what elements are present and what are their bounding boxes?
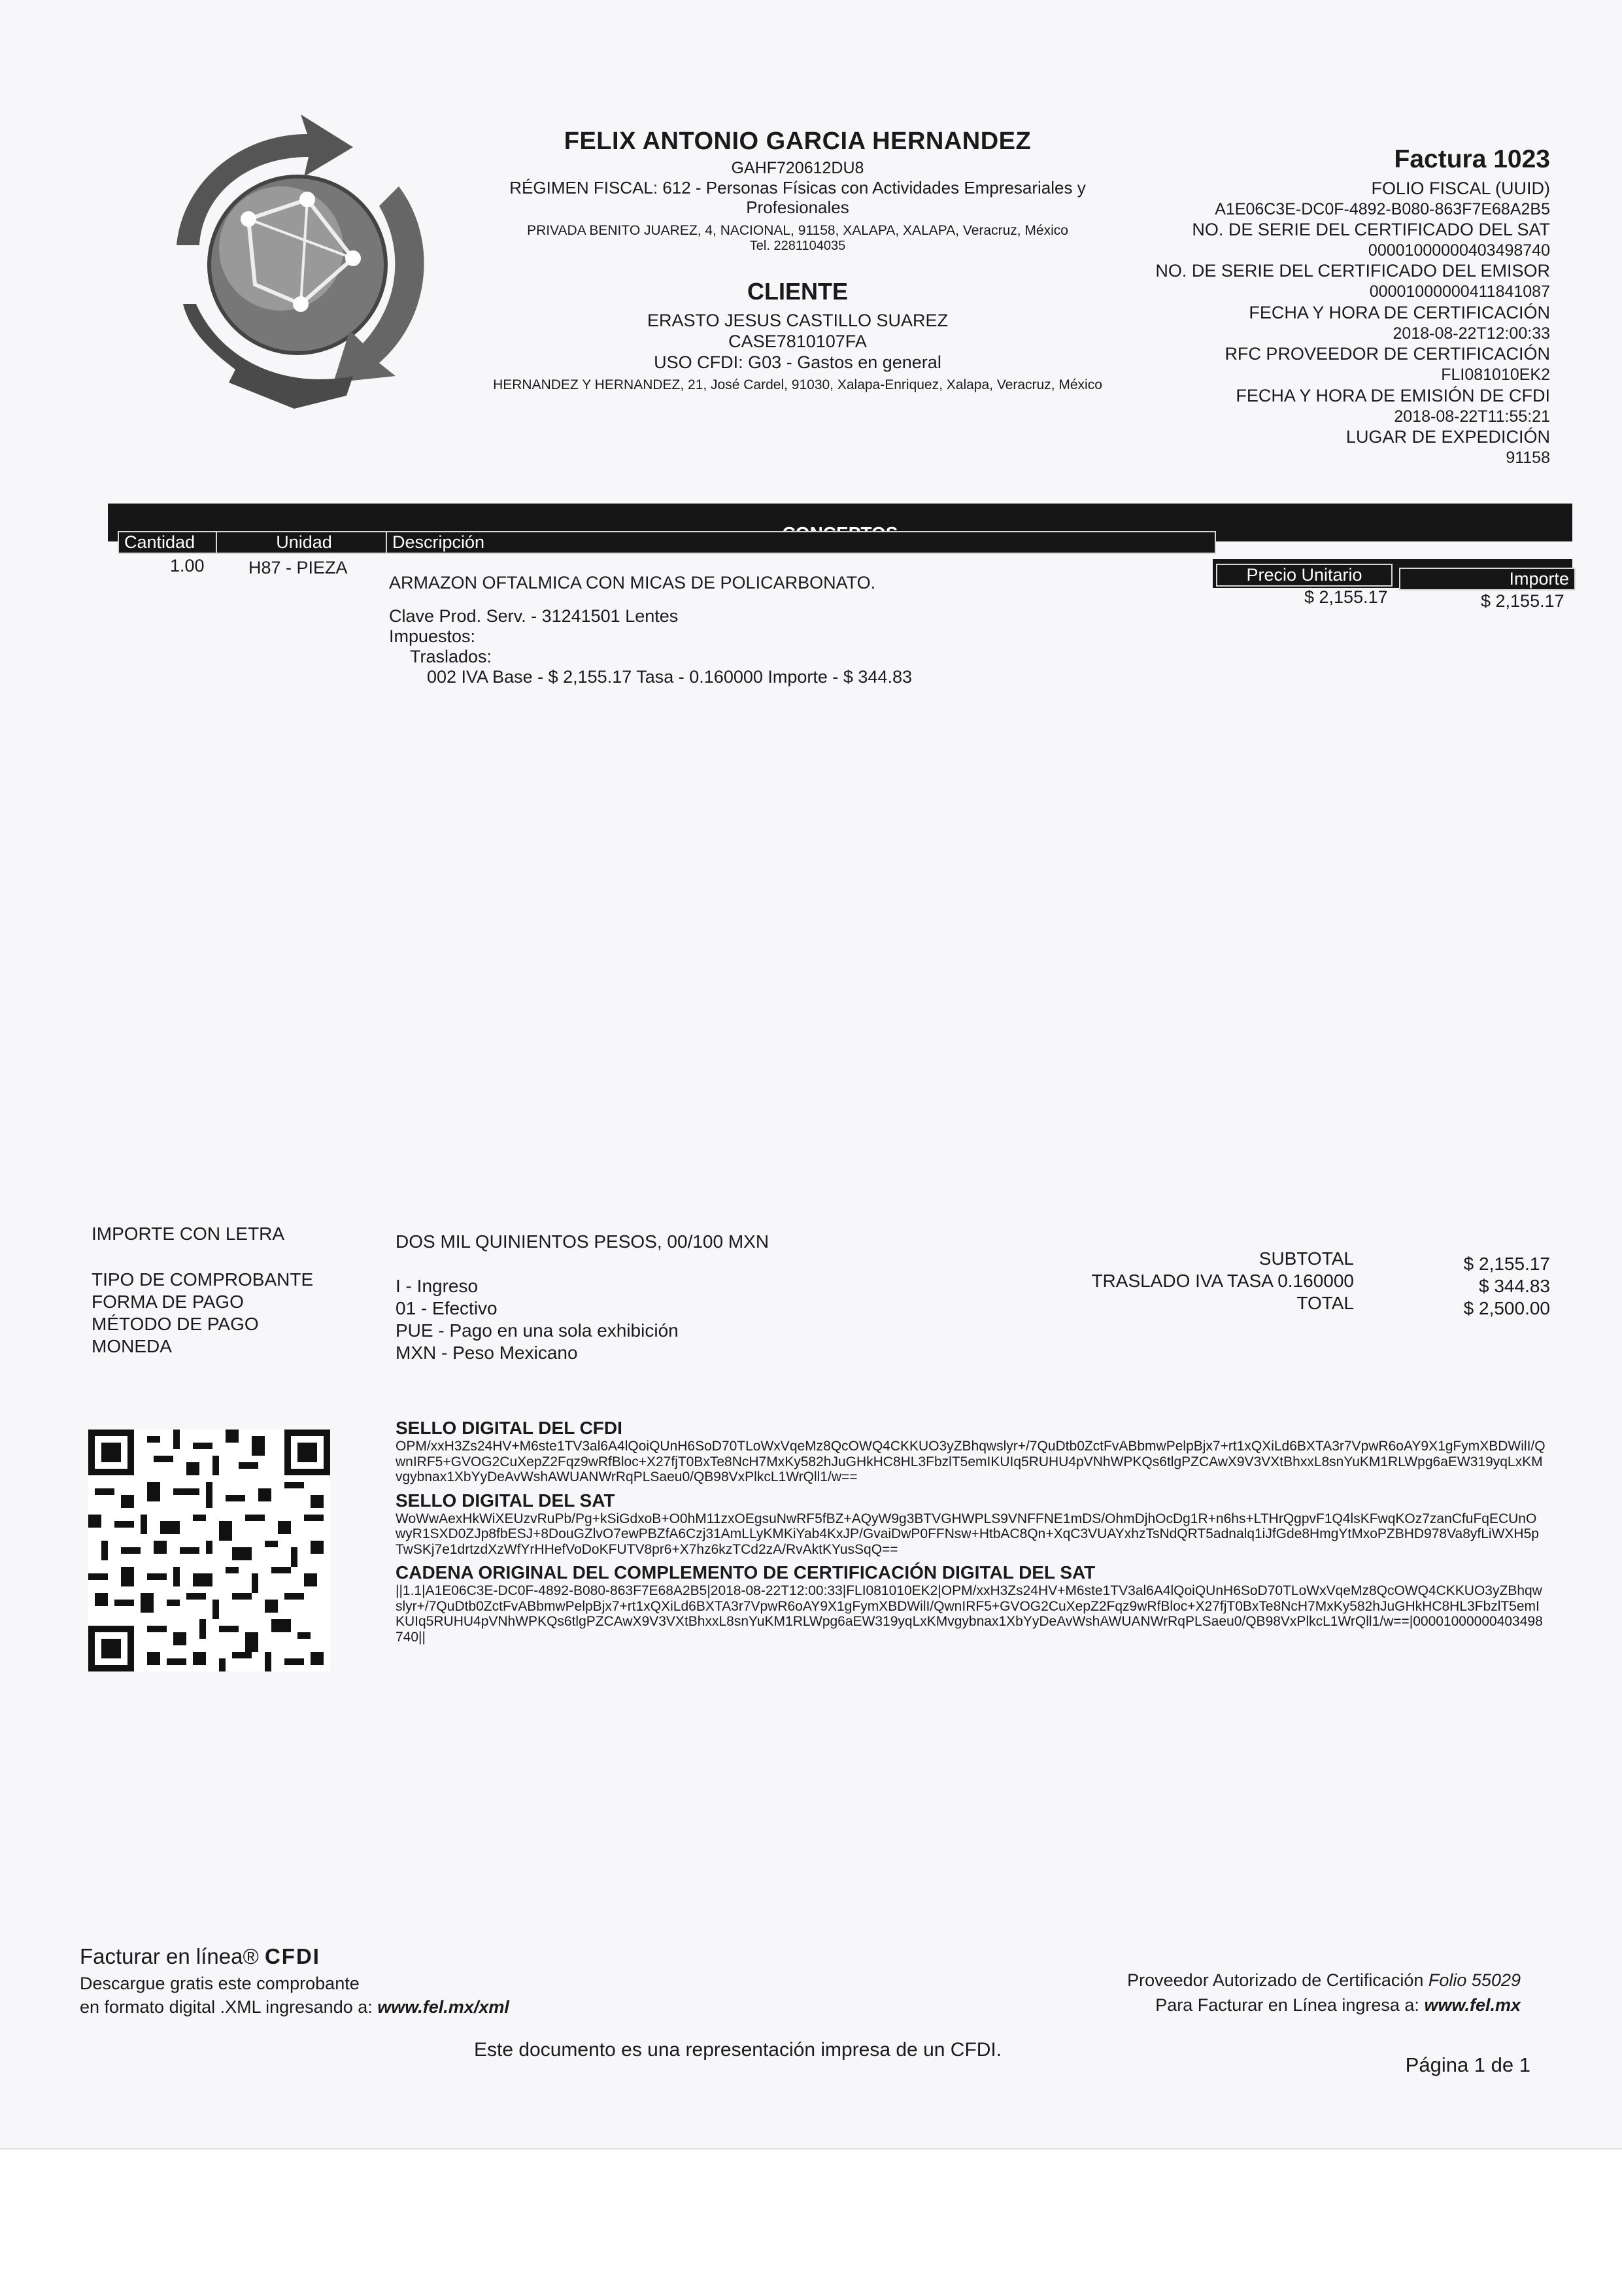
column-header-importe: Importe [1399,568,1576,591]
issuer-regimen: RÉGIMEN FISCAL: 612 - Personas Físicas con Actividades Empresariales y Profesionales [509,178,1086,218]
lugar-label: LUGAR DE EXPEDICIÓN [1345,427,1550,447]
serie-emisor-label: NO. DE SERIE DEL CERTIFICADO DEL EMISOR [1155,261,1550,281]
payment-values [396,1275,679,1365]
row-unidad: H87 - PIEZA [248,558,348,577]
footer-desc-1: Descargue gratis este comprobante [80,1973,360,1993]
moneda-label: MONEDA [92,1336,172,1357]
issuer-tel: Tel. 2281104035 [749,239,846,254]
issuer-rfc: GAHF720612DU8 [731,158,864,177]
issuer-address: PRIVADA BENITO JUAREZ, 4, NACIONAL, 91158, XALAPA, XALAPA, Veracruz, México [527,223,1068,239]
sello-cfdi-value: OPM/xxH3Zs24HV+M6ste1TV3al6A4lQoiQUnH6SoD70TLoWxVqeMz8QcOWQ4CKKUO3yZBhqwslyr+/7QuDtb0ZctFvABbmwPelpBjx7+rt1xQXiLd6BXTA3r7VpwR6oAY9X1gFymXBDWilI/QwnIRF5+GVOG2CuXepZ2Fqz9wRfBloc+X27fjT0BxTe8NcH7MxKy582hJuGHkHC8HL3FbzlT5emIKUIq5RUHU4pVNhWPKQs6tlgPZCAwX9V3VXtBhxxL8snYuKM1RLWpg6aEW319yqLxKMvgybnax1XbYyDeAvWshAWUANWrRqPLSaeu0/QB98VxPlkcL1WrQll1/w== [396,1439,1546,1485]
page-number: Página 1 de 1 [1405,2053,1530,2076]
provider-line [1127,1968,1521,1993]
row-descripcion: ARMAZON OFTALMICA CON MICAS DE POLICARBONATO. [389,573,876,592]
metodo-label: MÉTODO DE PAGO [92,1314,259,1335]
footer-brand [80,1942,509,1972]
provider-folio: Folio 55029 [1428,1970,1521,1990]
provider-text: Proveedor Autorizado de Certificación [1127,1970,1424,1990]
total-label: TOTAL [1296,1293,1354,1314]
importe-letra-label: IMPORTE CON LETRA [92,1224,285,1244]
folio-value: A1E06C3E-DC0F-4892-B080-863F7E68A2B5 [1215,199,1550,218]
client-title: CLIENTE [747,278,848,305]
metodo-value: PUE - Pago en una sola exhibición [396,1320,679,1341]
column-header-cantidad: Cantidad [118,531,222,554]
fecha-cert-value: 2018-08-22T12:00:33 [1393,324,1550,343]
totals-values [1393,1253,1550,1320]
client-address: HERNANDEZ Y HERNANDEZ, 21, José Cardel, 91030, Xalapa-Enriquez, Xalapa, Veracruz, México [493,377,1102,393]
qr-code [88,1426,330,1675]
footer-brand-block [80,1942,509,2019]
footer-xml-link[interactable]: www.fel.mx/xml [377,1996,509,2017]
row-traslados: Traslados: [410,647,492,667]
row-clave: Clave Prod. Serv. - 31241501 Lentes [389,606,679,626]
footer-desc-2-text: en formato digital .XML ingresando a: [80,1996,373,2017]
footer-desc-2 [80,1995,509,2019]
tipo-label: TIPO DE COMPROBANTE [92,1269,314,1290]
fel-link[interactable]: www.fel.mx [1424,1995,1521,2015]
fel-text: Para Facturar en Línea ingresa a: [1155,1995,1419,2015]
row-description-block [389,573,912,687]
cadena-value: ||1.1|A1E06C3E-DC0F-4892-B080-863F7E68A2B5|2018-08-22T12:00:33|FLI081010EK2|OPM/xxH3Zs24HV+M6ste1TV3al6A4lQoiQUnH6SoD70TLoWxVqeMz8QcOWQ4CKKUO3yZBhqwslyr+/7QuDtb0ZctFvABbmwPelpBjx7+rt1xQXiLd6BXTA3r7VpwR6oAY9X1gFymXBDWilI/QwnIRF5+GVOG2CuXepZ2Fqz9wRfBloc+X27fjT0BxTe8NcH7MxKy582hJuGHkHC8HL3FbzlT5emIKUIq5RUHU4pVNhWPKQs6tlgPZCAwX9V3VXtBhxxL8snYuKM1RLWpg6aEW319yqLxKMvgybnax1XbYyDeAvWshAWUANWrRqPLSaeu0/QB98VxPlkcL1WrQll1/w==|00001000000403498740|| [396,1583,1543,1645]
client-rfc: CASE7810107FA [728,332,867,352]
fiscal-info [1079,144,1550,468]
column-header-descripcion: Descripción [386,531,1216,554]
fecha-emision-label: FECHA Y HORA DE EMISIÓN DE CFDI [1236,385,1550,405]
tipo-value: I - Ingreso [396,1276,479,1296]
brand-cfdi: CFDI [264,1944,320,1968]
issuer-block [484,128,1111,254]
representacion-notice: Este documento es una representación impresa de un CFDI. [474,2039,1002,2061]
serie-emisor-value: 00001000000411841087 [1369,283,1550,301]
fecha-emision-value: 2018-08-22T11:55:21 [1394,407,1550,426]
iva-label: TRASLADO IVA TASA 0.160000 [1091,1271,1354,1292]
totals-labels [896,1248,1354,1314]
iva-value: $ 344.83 [1479,1276,1550,1297]
rfc-prov-label: RFC PROVEEDOR DE CERTIFICACIÓN [1225,344,1550,364]
folio-label: FOLIO FISCAL (UUID) [1371,178,1550,198]
row-iva: 002 IVA Base - $ 2,155.17 Tasa - 0.160000 Importe - $ 344.83 [427,667,913,687]
client-uso-cfdi: USO CFDI: G03 - Gastos en general [654,352,941,373]
invoice-number: Factura 1023 [1394,145,1550,173]
footer-provider-block [1127,1968,1521,2018]
digital-seals [396,1413,1546,1645]
serie-sat-label: NO. DE SERIE DEL CERTIFICADO DEL SAT [1192,220,1550,240]
forma-value: 01 - Efectivo [396,1298,498,1319]
row-importe: $ 2,155.17 [1481,591,1564,611]
sello-cfdi-label: SELLO DIGITAL DEL CFDI [396,1418,622,1438]
lugar-value: 91158 [1506,449,1550,468]
row-precio: $ 2,155.17 [1304,587,1388,607]
moneda-value: MXN - Peso Mexicano [396,1343,578,1363]
cadena-label: CADENA ORIGINAL DEL COMPLEMENTO DE CERTIFICACIÓN DIGITAL DEL SAT [396,1562,1096,1583]
client-block [484,278,1111,394]
fel-line [1127,1993,1521,2018]
sello-sat-value: WoWwAexHkWiXEUzvRuPb/Pg+kSiGdxoB+O0hM11zxOEgsuNwRF5fBZ+AQyW9g3BTVGHWPLS9VNFFNE1mDS/OhmDjhOcDg1R+n6hs+LTHrQgpvF1Q4lsKFwqKOz7zanCfuFqECUnOwyR1SXD0ZJp8fbESJ+8DouGZlvO7ewPBZfA6Czj31AmLLyKMKiYab4KxJP/GvaiDwP0FFNsw+HtbAC8Qn+XqC3VUAYxhzTsNdQRT5adnalq1iJfGde8HmgYtMxoPZBHD978Va8yfLiWXH5pTwSKj7e1drtzdXzWfYrHHefVoDoKFUTV8pr6+X7hz6kzTCd2zA/RvAktKYusSqQ== [396,1511,1539,1557]
forma-label: FORMA DE PAGO [92,1292,244,1312]
payment-labels [92,1269,313,1358]
brand-name: Facturar en línea® [80,1944,259,1968]
column-header-precio: Precio Unitario [1216,564,1393,587]
rfc-prov-value: FLI081010EK2 [1441,366,1550,385]
column-header-unidad: Unidad [216,531,392,554]
importe-letra-value: DOS MIL QUINIENTOS PESOS, 00/100 MXN [396,1231,769,1252]
fecha-cert-label: FECHA Y HORA DE CERTIFICACIÓN [1249,302,1550,322]
issuer-name: FELIX ANTONIO GARCIA HERNANDEZ [564,128,1032,155]
total-value: $ 2,500.00 [1463,1298,1550,1319]
subtotal-value: $ 2,155.17 [1463,1254,1550,1274]
company-logo [137,108,458,415]
serie-sat-value: 00001000000403498740 [1368,241,1550,260]
subtotal-label: SUBTOTAL [1259,1248,1354,1269]
sello-sat-label: SELLO DIGITAL DEL SAT [396,1490,615,1511]
row-cantidad: 1.00 [170,556,205,575]
client-name: ERASTO JESUS CASTILLO SUAREZ [647,311,949,331]
row-impuestos: Impuestos: [389,626,476,647]
scan-bottom-margin [0,2148,1622,2296]
